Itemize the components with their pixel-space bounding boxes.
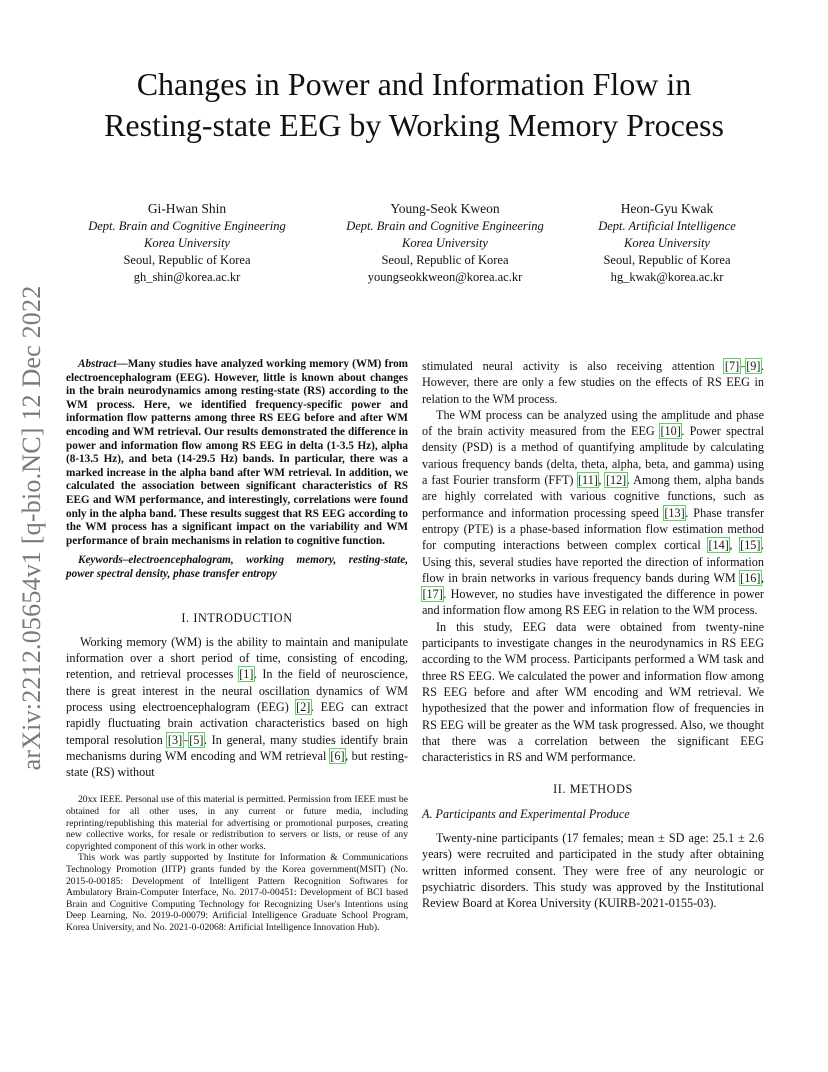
author-email: gh_shin@korea.ac.kr bbox=[133, 270, 241, 284]
intro-paragraph-3: In this study, EEG data were obtained from twenty-nine participants to investigate changes in the neurodynamics in RS EEG according to the WM process. Participants performed a WM task and three RS EEG. We calculated the power and information flow among RS EEG before and after WM encoding and WM retrieval. We hypothesized that the power and information flow of frequencies in RS EEG will be greater as the WM task progressed. Also, we thought that there was a correlation between the significant EEG characteristics in RS and WM performance. bbox=[422, 619, 764, 765]
text-run: – bbox=[182, 732, 189, 747]
citation-link[interactable]: [15] bbox=[740, 538, 761, 553]
text-run: , but resting-state (RS) without bbox=[66, 748, 408, 780]
left-column bbox=[66, 358, 408, 934]
funding-footnote: This work was partly supported by Institute for Information & Communications Technology Promotion (IITP) grants funded by the Korea government(MSIT) (No. 2015-0-00185: Development of Intelligent Pattern Recognition Softwares for Ambulatory Brain-Computer Interface, No. 2017-0-00451: Development of BCI based Brain and Cognitive Computing Technology for Recognizing User's Intentions using Deep Learning, No. 2019-0-00079: Artificial Intelligence Graduate School Program, Korea University, and No. 2021-0-02068: Artificial Intelligence Innovation Hub). bbox=[66, 852, 408, 933]
title-line-1: Changes in Power and Information Flow in bbox=[136, 66, 692, 102]
author-city: Seoul, Republic of Korea bbox=[123, 253, 251, 267]
text-run: , bbox=[598, 473, 606, 488]
text-run: , bbox=[729, 538, 740, 553]
author-dept: Dept. Artificial Intelligence bbox=[598, 219, 736, 233]
text-run: . However, there are only a few studies on the effects of RS EEG in relation to the WM process. bbox=[422, 359, 764, 406]
section-heading-text: I. INTRODUCTION bbox=[181, 610, 293, 625]
citation-link[interactable]: [9] bbox=[746, 359, 761, 373]
intro-paragraph-2 bbox=[422, 407, 764, 619]
author-univ: Korea University bbox=[402, 236, 488, 250]
citation-link[interactable]: [3] bbox=[167, 732, 183, 747]
author-1 bbox=[72, 200, 302, 286]
text-run: stimulated neural activity is also receiving attention bbox=[422, 359, 725, 373]
subsection-heading-participants: A. Participants and Experimental Produce bbox=[422, 806, 630, 821]
footnotes bbox=[66, 794, 408, 933]
text-run: . Phase transfer entropy (PTE) is a phase-based information flow estimation method for computing interactions between complex cortical bbox=[422, 505, 764, 553]
intro-paragraph-1 bbox=[66, 634, 408, 781]
citation-link[interactable]: [16] bbox=[740, 570, 761, 585]
text-run: . Among them, alpha bands are highly correlated with various cognitive functions, such as performance and information processing speed bbox=[422, 473, 765, 520]
citation-link[interactable]: [1] bbox=[239, 667, 254, 682]
intro-paragraph-continued bbox=[422, 358, 764, 407]
title-line-2: Resting-state EEG by Working Memory Process bbox=[104, 107, 724, 143]
citation-link[interactable]: [14] bbox=[708, 538, 729, 553]
paper-title bbox=[60, 64, 768, 146]
citation-link[interactable]: [5] bbox=[189, 732, 204, 747]
author-univ: Korea University bbox=[624, 236, 710, 250]
citation-link[interactable]: [2] bbox=[296, 699, 311, 714]
citation-link[interactable]: [11] bbox=[578, 473, 598, 488]
author-univ: Korea University bbox=[144, 236, 230, 250]
citation-link[interactable]: [7] bbox=[724, 359, 740, 373]
right-column bbox=[422, 358, 764, 912]
author-dept: Dept. Brain and Cognitive Engineering bbox=[346, 219, 544, 233]
text-run: – bbox=[739, 359, 746, 373]
methods-paragraph-1: Twenty-nine participants (17 females; mean ± SD age: 25.1 ± 2.6 years) were recruited and participated in the study after obtaining written informed consent. They were free of any neurologic or psychiatric disorders. This study was approved by the Institutional Review Board at Korea University (KUIRB-2021-0155-03). bbox=[422, 831, 764, 911]
keywords: Keywords–electroencephalogram, working memory, resting-state, power spectral density, phase transfer entropy bbox=[66, 554, 408, 580]
author-email: hg_kwak@korea.ac.kr bbox=[610, 270, 724, 284]
author-name: Young-Seok Kweon bbox=[390, 201, 500, 216]
text-run: Working memory (WM) is the ability to maintain and manipulate information over a short period of time, consisting of encoding, retention, and retrieval processes bbox=[66, 634, 408, 682]
author-dept: Dept. Brain and Cognitive Engineering bbox=[88, 219, 286, 233]
section-heading-text: II. METHODS bbox=[553, 782, 633, 797]
abstract-label: Abstract bbox=[78, 358, 117, 370]
citation-link[interactable]: [6] bbox=[330, 748, 345, 763]
citation-link[interactable]: [13] bbox=[664, 505, 685, 520]
author-email: youngseokkweon@korea.ac.kr bbox=[367, 270, 523, 284]
citation-link[interactable]: [17] bbox=[422, 587, 443, 602]
text-run: . Using this, several studies have reported the direction of information flow in brain networks in various frequency bands during WM bbox=[422, 538, 764, 585]
author-city: Seoul, Republic of Korea bbox=[381, 253, 509, 267]
copyright-footnote: 20xx IEEE. Personal use of this material is permitted. Permission from IEEE must be obtained for all other uses, in any current or future media, including reprinting/republishing this material for advertising or promotional purposes, creating new collective works, for resale or redistribution to servers or lists, or reuse of any copyrighted component of this work in other works. bbox=[66, 794, 408, 852]
citation-link[interactable]: [12] bbox=[605, 473, 627, 488]
author-3 bbox=[572, 200, 762, 286]
section-heading-introduction bbox=[66, 610, 408, 626]
section-heading-methods bbox=[422, 781, 764, 797]
abstract bbox=[66, 358, 408, 548]
abstract-text: —Many studies have analyzed working memory (WM) from electroencephalogram (EEG). However, little is known about changes in the brain neurodynamics among resting-state (RS) according to the WM process. Here, we identified frequency-specific power and information flow patterns among three RS EEG before and after WM encoding and WM retrieval. Our results demonstrated the difference in power and information flow among RS EEG in delta (1-3.5 Hz), alpha (8-13.5 Hz), and beta (14-29.5 Hz) bands. In particular, there was a marked increase in the alpha band after WM retrieval. In addition, we calculated the association between significant characteristics of RS EEG and WM performance, and interestingly, correlations were found only in the alpha band. These results suggest that RS EEG according to the WM process has a significant impact on the variability and WM performance of brain mechanisms in relation to cognitive function. bbox=[66, 358, 408, 547]
text-run: , bbox=[760, 570, 764, 585]
text-run: . Power spectral density (PSD) is a method of quantifying amplitude by calculating various frequency bands (delta, theta, alpha, beta, and gamma) using a fast Fourier transform (FFT) bbox=[422, 424, 764, 488]
text-run: . In the field of neuroscience, there is great interest in the neural oscillation dynamics of WM process using electroencephalogram (EEG) bbox=[66, 667, 409, 714]
text-run: . EEG can extract rapidly fluctuating brain activation characteristics based on high temporal resolution bbox=[66, 699, 408, 747]
citation-link[interactable]: [10] bbox=[660, 424, 681, 439]
author-name: Gi-Hwan Shin bbox=[147, 201, 227, 216]
text-run: . In general, many studies identify brain mechanisms during WM encoding and WM retrieval bbox=[66, 732, 408, 763]
text-run: . However, no studies have investigated the difference in power and information flow among RS EEG in relation to the WM process. bbox=[422, 587, 764, 618]
author-2 bbox=[330, 200, 560, 286]
author-city: Seoul, Republic of Korea bbox=[603, 253, 731, 267]
text-run: The WM process can be analyzed using the amplitude and phase of the brain activity measured from the EEG bbox=[422, 407, 764, 439]
author-name: Heon-Gyu Kwak bbox=[620, 201, 714, 216]
arxiv-stamp-text: arXiv:2212.05654v1 [q-bio.NC] 12 Dec 2022 bbox=[17, 285, 46, 771]
arxiv-identifier-stamp bbox=[14, 268, 50, 788]
